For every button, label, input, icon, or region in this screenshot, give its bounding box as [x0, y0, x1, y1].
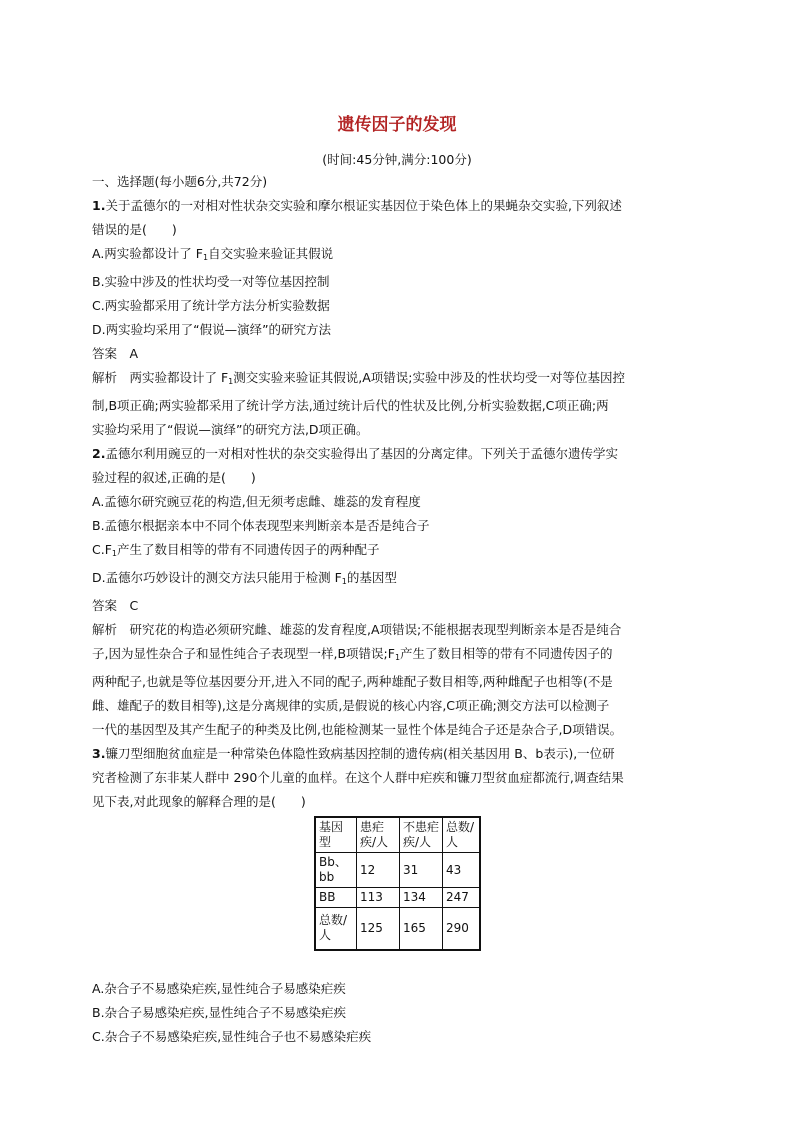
table-cell: 总数/人 [315, 908, 357, 950]
table-cell: 290 [443, 908, 481, 950]
table-cell: 43 [443, 853, 481, 888]
table-header-row [315, 817, 480, 853]
option-c: $C.F_1$产生了数目相等的带有不同遗传因子的两种配子 [92, 542, 380, 558]
explanation: 解析 两实验都设计了 $F_1$测交实验来验证其假说,A项错误;实验中涉及的性状均受一对等位基因控 [92, 370, 626, 386]
table-header-cell: 总数/人 [443, 817, 481, 853]
table-row [315, 853, 480, 888]
question-2 [92, 442, 704, 742]
table-cell: 31 [400, 853, 443, 888]
table-cell: BB [315, 888, 357, 908]
option-a: A.两实验都设计了 $F_1$自交实验来验证其假说 [92, 246, 334, 262]
page-title: 遗传因子的发现 [337, 115, 457, 135]
table-cell: 165 [400, 908, 443, 950]
explanation-cont: 一代的基因型及其产生配子的种类及比例,也能检测某一显性个体是纯合子还是杂合子,D项错误。 [92, 722, 623, 737]
table-cell: Bb、bb [315, 853, 357, 888]
option-b: B.杂合子易感染疟疾,显性纯合子不易感染疟疾 [92, 1004, 347, 1020]
option-a: A.杂合子不易感染疟疾,显性纯合子易感染疟疾 [92, 980, 346, 996]
table-cell: 134 [400, 888, 443, 908]
table-header-cell: 基因型 [315, 817, 357, 853]
section-heading: 一、选择题(每小题6分,共72分) [92, 174, 268, 189]
option-a: A.孟德尔研究豌豆花的构造,但无须考虑雌、雄蕊的发育程度 [92, 494, 421, 509]
question-stem-cont: 验过程的叙述,正确的是( ) [92, 470, 256, 485]
question-number: 2. [92, 446, 106, 461]
option-c: C.杂合子不易感染疟疾,显性纯合子也不易感染疟疾 [92, 1028, 372, 1044]
option-b: B.孟德尔根据亲本中不同个体表现型来判断亲本是否是纯合子 [92, 518, 430, 533]
explanation-cont: 雌、雄配子的数目相等),这是分离规律的实质,是假说的核心内容,C项正确;测交方法可以检测子 [92, 698, 610, 713]
answer: 答案 A [92, 346, 139, 361]
option-d: D.两实验均采用了“假说—演绎”的研究方法 [92, 322, 332, 337]
question-stem: 1.关于孟德尔的一对相对性状杂交实验和摩尔根证实基因位于染色体上的果蝇杂交实验,下列叙述 [92, 198, 622, 213]
question-1 [92, 194, 704, 442]
option-d: D.孟德尔巧妙设计的测交方法只能用于检测 $F_1$的基因型 [92, 570, 397, 586]
explanation: 解析 研究花的构造必须研究雌、雄蕊的发育程度,A项错误;不能根据表现型判断亲本是否是纯合 [92, 622, 622, 637]
option-c: C.两实验都采用了统计学方法分析实验数据 [92, 298, 330, 313]
question-number: 3. [92, 746, 106, 761]
table-header-cell: 患疟疾/人 [357, 817, 400, 853]
explanation-cont: 实验均采用了“假说—演绎”的研究方法,D项正确。 [92, 422, 369, 437]
question-number: 1. [92, 198, 106, 213]
question-3 [92, 742, 704, 1049]
explanation-cont: 制,B项正确;两实验都采用了统计学方法,通过统计后代的性状及比例,分析实验数据,C项正确;两 [92, 398, 609, 413]
option-b: B.实验中涉及的性状均受一对等位基因控制 [92, 274, 330, 289]
table-cell: 113 [357, 888, 400, 908]
explanation-cont: 两种配子,也就是等位基因要分开,进入不同的配子,两种雄配子数目相等,两种雌配子也相等(不是 [92, 674, 613, 689]
table-cell: 125 [357, 908, 400, 950]
question-stem: 2.孟德尔利用豌豆的一对相对性状的杂交实验得出了基因的分离定律。下列关于孟德尔遗传学实 [92, 446, 618, 461]
table-cell: 12 [357, 853, 400, 888]
explanation-cont: 子,因为显性杂合子和显性纯合子表现型一样,B项错误$;F_1$产生了数目相等的带有不同遗传因子的 [92, 646, 613, 662]
table-row [315, 888, 480, 908]
question-stem-cont: 错误的是( ) [92, 222, 177, 237]
exam-meta: (时间:45分钟,满分:100分) [322, 152, 472, 167]
table-cell: 247 [443, 888, 481, 908]
table-row [315, 908, 480, 950]
genotype-table [314, 816, 481, 951]
question-stem-cont: 究者检测了东非某人群中 290个儿童的血样。在这个人群中疟疾和镰刀型贫血症都流行,调查结果 [92, 770, 624, 785]
document-body [92, 170, 704, 1049]
table-header-cell: 不患疟疾/人 [400, 817, 443, 853]
question-stem-cont: 见下表,对此现象的解释合理的是( ) [92, 794, 306, 809]
answer: 答案 C [92, 598, 139, 613]
question-stem: 3.镰刀型细胞贫血症是一种常染色体隐性致病基因控制的遗传病(相关基因用 B、b表示),一位研 [92, 746, 615, 761]
